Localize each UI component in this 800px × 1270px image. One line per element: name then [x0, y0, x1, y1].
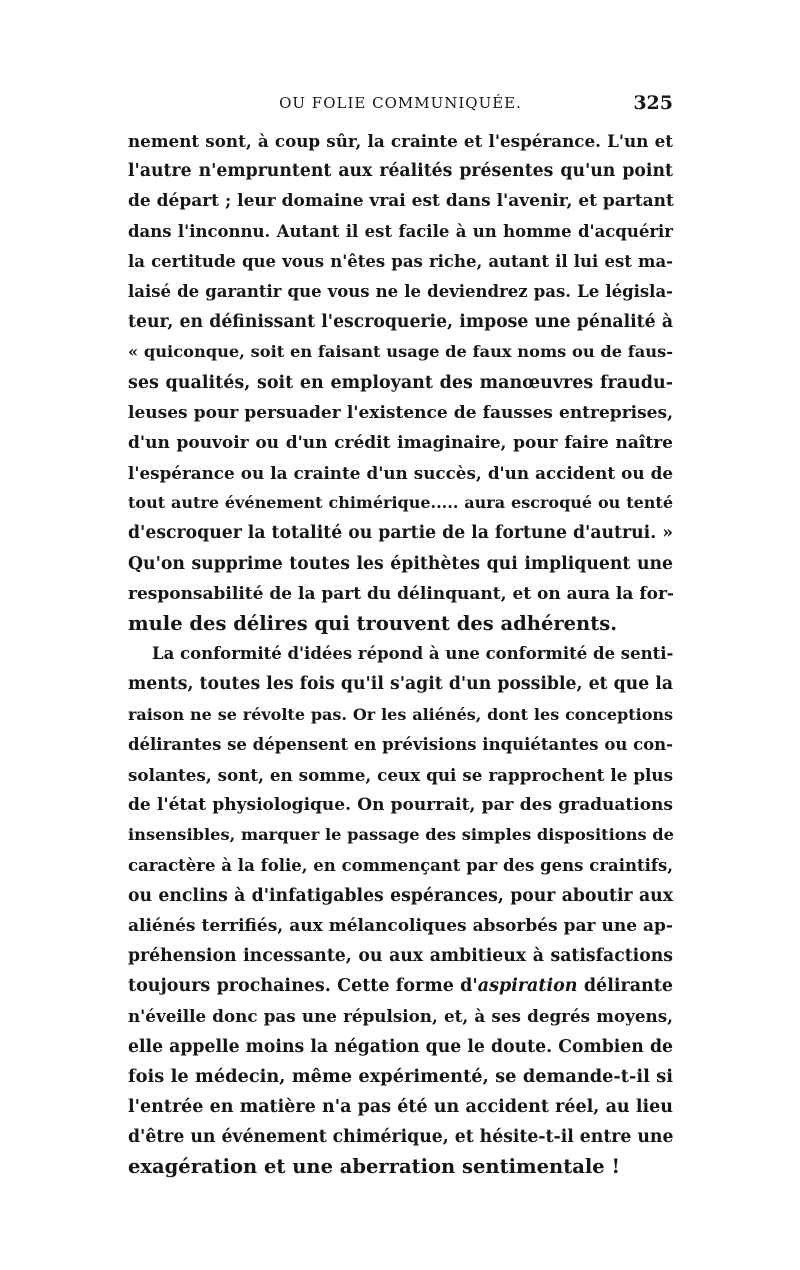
- text-line: tout autre événement chimérique..... aura escroqué ou tenté: [128, 493, 673, 513]
- text-line-emphasis: [128, 971, 673, 1001]
- text-line: « quiconque, soit en faisant usage de faux noms ou de faus-: [128, 342, 673, 362]
- text-line: ments, toutes les fois qu'il s'agit d'un possible, et que la: [128, 674, 673, 695]
- text-line: de départ ; leur domaine vrai est dans l'avenir, et partant: [128, 191, 674, 212]
- text-line: l'entrée en matière n'a pas été un accident réel, au lieu: [128, 1097, 673, 1117]
- text-line: responsabilité de la part du délinquant, et on aura la for-: [128, 583, 674, 604]
- text-line: d'un pouvoir ou d'un crédit imaginaire, pour faire naître: [128, 432, 673, 453]
- text-line: teur, en définissant l'escroquerie, impose une pénalité à: [128, 312, 673, 333]
- text-line: solantes, sont, en somme, ceux qui se rapprochent le plus: [128, 764, 673, 785]
- text-line: elle appelle moins la négation que le doute. Combien de: [128, 1036, 673, 1057]
- text-line: aliénés terrifiés, aux mélancoliques absorbés par une ap-: [128, 915, 673, 936]
- text-line: délirantes se dépensent en prévisions inquiétantes ou con-: [128, 734, 673, 754]
- text-line: n'éveille donc pas une répulsion, et, à ses degrés moyens,: [128, 1006, 673, 1027]
- text-line: caractère à la folie, en commençant par des gens craintifs,: [128, 855, 673, 875]
- text-line: la certitude que vous n'êtes pas riche, autant il lui est ma-: [128, 251, 673, 271]
- text-line: d'être un événement chimérique, et hésite-t-il entre une: [128, 1127, 674, 1148]
- paragraph: [128, 126, 673, 639]
- text-line: ou enclins à d'infatigables espérances, pour aboutir aux: [128, 885, 673, 906]
- text-line: l'autre n'empruntent aux réalités présentes qu'un point: [128, 161, 673, 182]
- running-title: OU FOLIE COMMUNIQUÉE.: [279, 94, 522, 112]
- text-line: Qu'on supprime toutes les épithètes qui impliquent une: [128, 553, 673, 574]
- text-line: dans l'inconnu. Autant il est facile à un homme d'acquérir: [128, 221, 673, 241]
- text-line: mule des délires qui trouvent des adhérents.: [128, 612, 618, 635]
- text-line: insensibles, marquer le passage des simples dispositions de: [128, 825, 674, 845]
- running-head: [128, 92, 673, 116]
- page-number: 325: [633, 92, 673, 114]
- text-line: ses qualités, soit en employant des manœuvres fraudu-: [128, 372, 673, 393]
- line-end: délirante: [577, 976, 673, 997]
- italic-term: aspiration: [477, 976, 578, 997]
- paragraph: [128, 639, 673, 1182]
- text-line: exagération et une aberration sentimentale !: [128, 1155, 621, 1179]
- text-line: de l'état physiologique. On pourrait, par des graduations: [128, 795, 673, 816]
- text-line: laisé de garantir que vous ne le deviendrez pas. Le législa-: [128, 281, 673, 301]
- text-line: La conformité d'idées répond à une conformité de senti-: [152, 644, 674, 664]
- text-line: préhension incessante, ou aux ambitieux à satisfactions: [128, 946, 673, 967]
- text-line: fois le médecin, même expérimenté, se demande-t-il si: [128, 1065, 673, 1087]
- line-start: toujours prochaines. Cette forme d': [128, 976, 478, 997]
- text-line: raison ne se révolte pas. Or les aliénés, dont les conceptions: [128, 704, 673, 724]
- text-line: nement sont, à coup sûr, la crainte et l'espérance. L'un et: [128, 131, 673, 151]
- text-line: d'escroquer la totalité ou partie de la fortune d'autrui. »: [128, 523, 673, 544]
- text-line: leuses pour persuader l'existence de fausses entreprises,: [128, 402, 673, 423]
- body-text: [128, 126, 673, 1183]
- text-line: l'espérance ou la crainte d'un succès, d'un accident ou de: [128, 463, 673, 484]
